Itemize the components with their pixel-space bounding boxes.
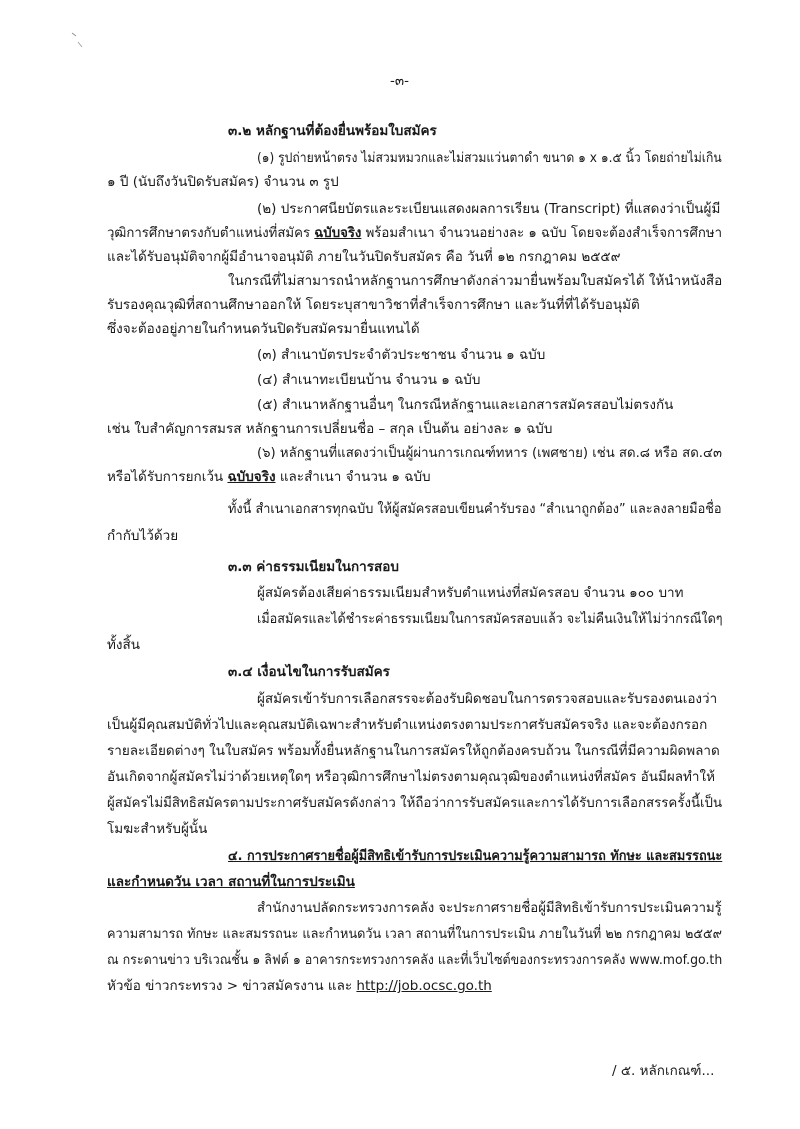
- item-6-line-2-text: หรือได้รับการยกเว้น: [107, 469, 228, 485]
- section-3-4-heading: ๓.๔ เงื่อนไขในการรับสมัคร: [228, 664, 390, 680]
- item-2-line-1: (๒) ประกาศนียบัตรและระเบียนแสดงผลการเรียน (Transcript) ที่แสดงว่าเป็นผู้มี: [257, 201, 721, 217]
- item-1-line-1: (๑) รูปถ่ายหน้าตรง ไม่สวมหมวกและไม่สวมแว่นตาดำ ขนาด ๑ x ๑.๕ นิ้ว โดยถ่ายไม่เกิน: [257, 150, 722, 166]
- fee-line-1: ผู้สมัครต้องเสียค่าธรรมเนียมสำหรับตำแหน่งที่สมัครสอบ จำนวน ๑๐๐ บาท: [257, 585, 684, 601]
- announce-line-4-text: หัวข้อ ข่าวกระทรวง > ข่าวสมัครงาน และ: [107, 978, 357, 994]
- ocsc-job-link[interactable]: http://job.ocsc.go.th: [356, 978, 492, 994]
- item-4: (๔) สำเนาทะเบียนบ้าน จำนวน ๑ ฉบับ: [257, 372, 481, 388]
- condition-line-6: โมฆะสำหรับผู้นั้น: [107, 821, 208, 837]
- item-2-line-2-tail: พร้อมสำเนา จำนวนอย่างละ ๑ ฉบับ โดยจะต้องสำเร็จการศึกษา: [361, 225, 723, 241]
- item-2-line-3: และได้รับอนุมัติจากผู้มีอำนาจอนุมัติ ภายในวันปิดรับสมัคร คือ วันที่ ๑๒ กรกฎาคม ๒๕๕๙: [107, 249, 621, 265]
- item-2-line-2: [107, 224, 722, 242]
- scan-artifact-mark: [70, 30, 84, 50]
- item-5-line-1: (๕) สำเนาหลักฐานอื่นๆ ในกรณีหลักฐานและเอกสารสมัครสอบไม่ตรงกัน: [257, 397, 674, 413]
- condition-line-3: รายละเอียดต่างๆ ในใบสมัคร พร้อมทั้งยื่นหลักฐานในการสมัครให้ถูกต้องครบถ้วน ในกรณีที่มีความผิดพลาด: [107, 743, 720, 759]
- announce-line-2: ความสามารถ ทักษะ และสมรรถนะ และกำหนดวัน เวลา สถานที่ในการประเมิน ภายในวันที่ ๒๒ กรกฎาคม ๒๕๕๙: [107, 926, 722, 942]
- announce-line-4: [107, 977, 492, 995]
- condition-line-5: ผู้สมัครไม่มีสิทธิสมัครตามประกาศรับสมัครดังกล่าว ให้ถือว่าการรับสมัครและการได้รับการเลือกสรรครั้งนี้เป็น: [107, 795, 723, 811]
- item-2-note-line-3: ซึ่งจะต้องอยู่ภายในกำหนดวันปิดรับสมัครมายื่นแทนได้: [107, 321, 420, 337]
- fee-line-2: เมื่อสมัครและได้ชำระค่าธรรมเนียมในการสมัครสอบแล้ว จะไม่คืนเงินให้ไม่ว่ากรณีใดๆ: [257, 611, 723, 627]
- item-6-line-1: (๖) หลักฐานที่แสดงว่าเป็นผู้ผ่านการเกณฑ์ทหาร (เพศชาย) เช่น สด.๘ หรือ สด.๔๓: [257, 445, 723, 461]
- announce-line-1: สำนักงานปลัดกระทรวงการคลัง จะประกาศรายชื่อผู้มีสิทธิเข้ารับการประเมินความรู้: [257, 900, 722, 916]
- item-6-line-2: [107, 468, 431, 486]
- original-copy-emphasis: ฉบับจริง: [314, 225, 362, 241]
- item-5-line-2: เช่น ใบสำคัญการสมรส หลักฐานการเปลี่ยนชื่อ – สกุล เป็นต้น อย่างละ ๑ ฉบับ: [107, 421, 553, 437]
- section-4-heading-line-2: และกำหนดวัน เวลา สถานที่ในการประเมิน: [107, 874, 355, 890]
- item-2-line-2-text: วุฒิการศึกษาตรงกับตำแหน่งที่สมัคร: [107, 225, 315, 241]
- fee-line-3: ทั้งสิ้น: [107, 637, 140, 653]
- copy-note-line-1: ทั้งนี้ สำเนาเอกสารทุกฉบับ ให้ผู้สมัครสอบเขียนคำรับรอง “สำเนาถูกต้อง” และลงลายมือชื่อ: [228, 501, 722, 517]
- item-2-note-line-2: รับรองคุณวุฒิที่สถานศึกษาออกให้ โดยระบุสาขาวิชาที่สำเร็จการศึกษา และวันที่ที่ได้รับอนุมัติ: [107, 297, 640, 313]
- item-1-line-2: ๑ ปี (นับถึงวันปิดรับสมัคร) จำนวน ๓ รูป: [107, 174, 339, 190]
- section-3-2-heading: ๓.๒ หลักฐานที่ต้องยื่นพร้อมใบสมัคร: [228, 123, 437, 139]
- announce-line-3: ณ กระดานข่าว บริเวณชั้น ๑ ลิฟต์ ๑ อาคารกระทรวงการคลัง และที่เว็บไซต์ของกระทรวงการคลัง www.mof.go.th: [107, 952, 723, 968]
- item-2-note-line-1: ในกรณีที่ไม่สามารถนำหลักฐานการศึกษาดังกล่าวมายื่นพร้อมใบสมัครได้ ให้นำหนังสือ: [228, 273, 723, 289]
- condition-line-1: ผู้สมัครเข้ารับการเลือกสรรจะต้องรับผิดชอบในการตรวจสอบและรับรองตนเองว่า: [257, 691, 718, 707]
- condition-line-2: เป็นผู้มีคุณสมบัติทั่วไปและคุณสมบัติเฉพาะสำหรับตำแหน่งตรงตามประกาศรับสมัครจริง และจะต้องกรอก: [107, 717, 708, 733]
- item-6-line-2-tail: และสำเนา จำนวน ๑ ฉบับ: [275, 469, 431, 485]
- section-4-heading-line-1: ๔. การประกาศรายชื่อผู้มีสิทธิเข้ารับการประเมินความรู้ความสามารถ ทักษะ และสมรรถนะ: [228, 848, 723, 864]
- item-3: (๓) สำเนาบัตรประจำตัวประชาชน จำนวน ๑ ฉบับ: [257, 347, 546, 363]
- section-3-3-heading: ๓.๓ ค่าธรรมเนียมในการสอบ: [228, 559, 399, 575]
- page-number: -๓-: [390, 73, 409, 89]
- continuation-marker: / ๕. หลักเกณฑ์...: [612, 1063, 715, 1079]
- copy-note-line-2: กำกับไว้ด้วย: [107, 528, 179, 544]
- condition-line-4: อันเกิดจากผู้สมัครไม่ว่าด้วยเหตุใดๆ หรือวุฒิการศึกษาไม่ตรงตามคุณวุฒิของตำแหน่งที่สมัคร อันมีผลทำให้: [107, 769, 716, 785]
- original-copy-emphasis: ฉบับจริง: [227, 469, 276, 485]
